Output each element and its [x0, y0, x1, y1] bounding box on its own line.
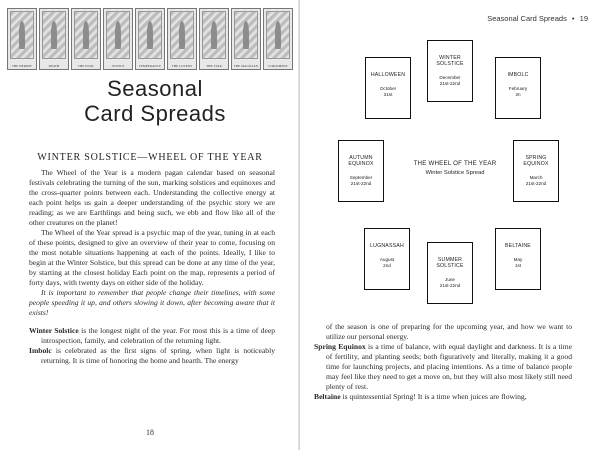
card-halloween	[365, 57, 411, 119]
card-name: WINTER SOLSTICE	[436, 55, 464, 68]
card-name: BELTAINE	[505, 243, 531, 249]
term: Imbolc	[29, 346, 52, 355]
card-autumn-equinox	[338, 140, 384, 202]
section-heading: WINTER SOLSTICE—WHEEL OF THE YEAR	[37, 152, 263, 163]
card-name: SUMMER SOLSTICE	[436, 257, 464, 270]
card-date: August 2nd	[379, 257, 395, 268]
card-spring-equinox	[513, 140, 559, 202]
card-beltaine	[495, 228, 541, 290]
tarot-card-name: JUSTICE	[111, 64, 125, 68]
card-imbolc	[495, 57, 541, 119]
tarot-illustration	[138, 11, 162, 59]
left-body-text	[29, 168, 275, 366]
definition-spring-equinox	[314, 342, 572, 392]
definition: is the longest night of the year. For most this is a time of deep introspection, family, and celebration of the returning light.	[41, 326, 275, 345]
tarot-card	[263, 8, 293, 70]
card-date: October 31st	[379, 86, 397, 97]
tarot-card	[39, 8, 69, 70]
page-number: 19	[579, 14, 588, 23]
tarot-card	[71, 8, 101, 70]
italic-note: It is important to remember that people change their timelines, with some people speeding it up, and others slowing it down, after becoming aware that it exists!	[29, 288, 275, 317]
chapter-title-line2: Card Spreads	[84, 101, 226, 126]
card-date: December 21st-22nd	[439, 75, 461, 86]
definition-winter-solstice	[29, 326, 275, 346]
chapter-title	[70, 76, 240, 126]
tarot-illustration	[42, 11, 66, 59]
tarot-illustration	[74, 11, 98, 59]
page-number: 18	[146, 428, 154, 437]
tarot-card-name: THE LOVERS	[171, 64, 193, 68]
tarot-card-name: THE STAR	[206, 64, 222, 68]
term: Beltaine	[314, 392, 341, 401]
tarot-card-name: DEATH	[48, 64, 60, 68]
card-lugnassah	[364, 228, 410, 290]
card-name: AUTUMN EQUINOX	[348, 155, 374, 168]
continued-paragraph: of the season is one of preparing for the upcoming year, and how we want to utilize our personal energy.	[326, 322, 572, 341]
definition-beltaine	[314, 392, 572, 402]
running-title: Seasonal Card Spreads	[487, 14, 567, 23]
tarot-illustration	[202, 11, 226, 59]
tarot-card	[199, 8, 229, 70]
spread-center-label	[400, 160, 510, 176]
tarot-card-name: TEMPERANCE	[138, 64, 161, 68]
tarot-card	[7, 8, 37, 70]
card-date: June 21st-22nd	[439, 277, 461, 288]
card-date: March 21st-22nd	[525, 175, 547, 186]
tarot-card	[103, 8, 133, 70]
tarot-illustration	[10, 11, 34, 59]
tarot-illustration	[234, 11, 258, 59]
spread-subtitle: Winter Solstice Spread	[425, 170, 485, 176]
tarot-card	[167, 8, 197, 70]
definition-imbolc	[29, 346, 275, 366]
right-body-text	[314, 322, 572, 402]
card-date: September 21st-22nd	[349, 175, 373, 186]
term: Spring Equinox	[314, 342, 366, 351]
paragraph: The Wheel of the Year spread is a psychic map of the year, tuning in at each of these points, designed to give an overview of their year to come, focusing on the most notable situations happening at each of the points. Ideally, I like to begin at the Winter Solstice, but this spread can be done at any time of the year, by starting at the closest holiday Each point on the map, represents a period of forty days, with twenty days on either side of the holiday.	[29, 228, 275, 287]
card-summer-solstice	[427, 242, 473, 304]
definition: is a time of balance, with equal daylight and darkness. It is a time of fertility, and planting seeds; both figuratively and literally, making it a good time for launching projects, and placing intentions. As a time of balance people may feel like they need to get a move on, but they will also most likely still need plenty of rest.	[326, 342, 572, 391]
card-date: May 1st	[513, 257, 523, 268]
definition: is celebrated as the first signs of spring, when light is noticeably returning. It is time of honoring the home and hearth. The energy	[41, 346, 275, 365]
tarot-card	[231, 8, 261, 70]
tarot-card	[135, 8, 165, 70]
tarot-card-name: THE MAGICIAN	[233, 64, 259, 68]
tarot-illustration	[266, 11, 290, 59]
term: Winter Solstice	[29, 326, 79, 335]
tarot-illustration	[106, 11, 130, 59]
bullet: •	[571, 14, 575, 23]
paragraph: The Wheel of the Year is a modern pagan calendar based on seasonal festivals celebrating the turning of the sun, marking solstices and equinoxes and the cross-quarter points between each. Understanding the collective energy at each point helps us gain a deeper understanding of the psychic story we are reading; as we are Earthlings and being such, we ebb and flow like all of the other creatures on the planet!	[29, 168, 275, 227]
card-name: SPRING EQUINOX	[523, 155, 549, 168]
card-winter-solstice	[427, 40, 473, 102]
card-date: February 2n	[508, 86, 528, 97]
card-name: IMBOLC	[507, 72, 529, 78]
spread-title: THE WHEEL OF THE YEAR	[413, 160, 497, 167]
tarot-illustration	[170, 11, 194, 59]
definition: is quintessential Spring! It is a time when juices are flowing,	[340, 392, 527, 401]
tarot-card-name: THE HERMIT	[11, 64, 33, 68]
tarot-card-strip	[7, 8, 293, 70]
chapter-title-line1: Seasonal	[107, 76, 203, 101]
tarot-card-name: JUDGEMENT	[268, 64, 288, 68]
tarot-card-name: THE FOOL	[77, 64, 94, 68]
card-name: HALLOWEEN	[370, 72, 406, 78]
card-name: LUGNASSAH	[370, 243, 404, 249]
right-page	[300, 0, 600, 450]
running-head	[484, 14, 588, 23]
